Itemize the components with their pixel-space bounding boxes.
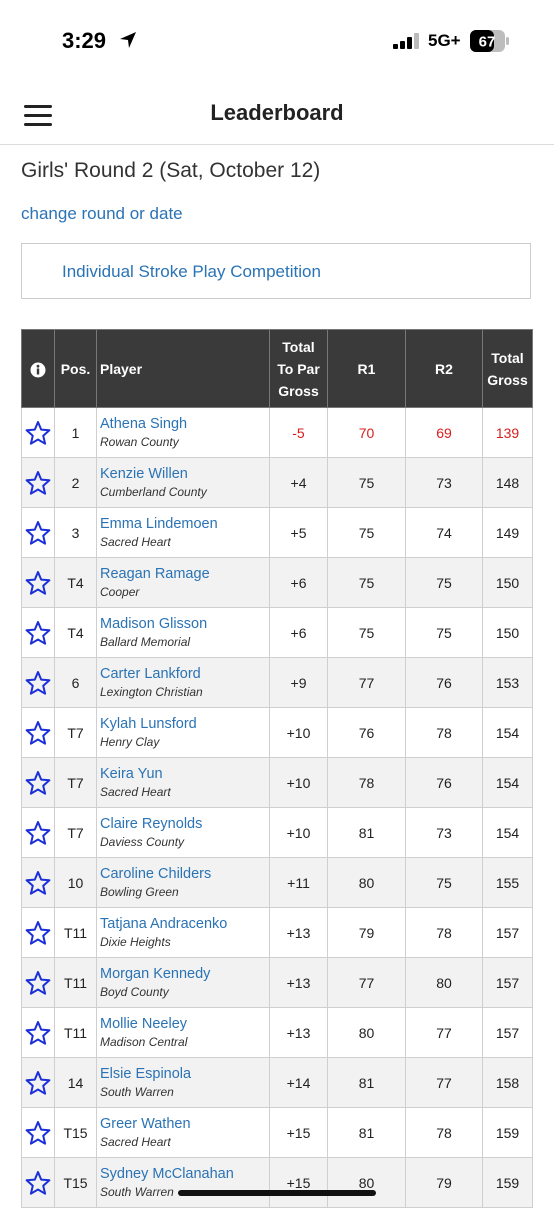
r1-score-cell: 81 (328, 1108, 406, 1158)
player-name-link[interactable]: Reagan Ramage (100, 565, 210, 582)
page-title: Leaderboard (210, 100, 344, 125)
status-time: 3:29 (62, 28, 107, 53)
favorite-star-icon[interactable] (25, 620, 51, 646)
total-gross-cell: 153 (483, 658, 533, 708)
player-cell (97, 858, 270, 908)
player-cell (97, 758, 270, 808)
favorite-cell[interactable] (22, 408, 55, 458)
total-gross-cell: 158 (483, 1058, 533, 1108)
r2-score-cell: 78 (406, 908, 483, 958)
player-name-link[interactable]: Emma Lindemoen (100, 515, 218, 532)
favorite-cell[interactable] (22, 658, 55, 708)
player-name-link[interactable]: Madison Glisson (100, 615, 208, 632)
table-row (22, 758, 533, 808)
position-cell: T4 (55, 558, 97, 608)
r2-score-cell: 77 (406, 1058, 483, 1108)
player-name-link[interactable]: Elsie Espinola (100, 1065, 192, 1082)
to-par-cell: +13 (270, 1008, 328, 1058)
player-school: Boyd County (100, 984, 169, 999)
favorite-cell[interactable] (22, 1158, 55, 1208)
player-cell (97, 1058, 270, 1108)
player-cell (97, 558, 270, 608)
r1-score-cell: 78 (328, 758, 406, 808)
player-name-link[interactable]: Kenzie Willen (100, 465, 188, 482)
player-name-link[interactable]: Caroline Childers (100, 865, 212, 882)
table-row (22, 808, 533, 858)
r2-score-cell: 77 (406, 1008, 483, 1058)
r2-score-cell: 69 (406, 408, 483, 458)
battery-level: 67 (478, 33, 496, 51)
favorite-star-icon[interactable] (25, 470, 51, 496)
player-cell (97, 1158, 270, 1208)
to-par-header-line1: Total (282, 338, 315, 355)
total-gross-cell: 157 (483, 908, 533, 958)
r1-score-cell: 80 (328, 1158, 406, 1208)
player-cell (97, 808, 270, 858)
to-par-cell: +14 (270, 1058, 328, 1108)
total-gross-cell: 149 (483, 508, 533, 558)
r1-score-cell: 75 (328, 608, 406, 658)
to-par-cell: +6 (270, 608, 328, 658)
app-header (0, 86, 554, 145)
r1-score-cell: 77 (328, 658, 406, 708)
favorite-star-icon[interactable] (25, 970, 51, 996)
player-cell (97, 608, 270, 658)
table-row (22, 608, 533, 658)
player-cell (97, 408, 270, 458)
favorite-cell[interactable] (22, 558, 55, 608)
info-icon[interactable] (30, 362, 46, 378)
player-column-header: Player (97, 330, 270, 408)
pos-column-header: Pos. (55, 330, 97, 408)
favorite-cell[interactable] (22, 858, 55, 908)
favorite-cell[interactable] (22, 758, 55, 808)
total-gross-cell: 159 (483, 1158, 533, 1208)
network-type: 5G+ (428, 31, 461, 50)
to-par-cell: +13 (270, 908, 328, 958)
player-school: Sacred Heart (100, 784, 171, 799)
total-gross-cell: 150 (483, 608, 533, 658)
table-row (22, 1058, 533, 1108)
to-par-cell: +6 (270, 558, 328, 608)
favorite-star-icon[interactable] (25, 420, 51, 446)
favorite-star-icon[interactable] (25, 1120, 51, 1146)
info-column-header[interactable] (22, 330, 55, 408)
to-par-column-header (270, 330, 328, 408)
table-row (22, 858, 533, 908)
player-name-link[interactable]: Morgan Kennedy (100, 965, 211, 982)
total-gross-cell: 148 (483, 458, 533, 508)
favorite-cell[interactable] (22, 508, 55, 558)
to-par-cell: -5 (270, 408, 328, 458)
r2-score-cell: 78 (406, 708, 483, 758)
favorite-star-icon[interactable] (25, 570, 51, 596)
location-arrow-icon (118, 30, 138, 50)
r2-column-header: R2 (406, 330, 483, 408)
total-gross-cell: 157 (483, 958, 533, 1008)
player-school: Sacred Heart (100, 534, 171, 549)
to-par-cell: +15 (270, 1108, 328, 1158)
player-school: Dixie Heights (100, 934, 171, 949)
player-name-link[interactable]: Claire Reynolds (100, 815, 203, 832)
r2-score-cell: 75 (406, 558, 483, 608)
total-header-line1: Total (491, 349, 524, 366)
position-cell: T15 (55, 1108, 97, 1158)
to-par-cell: +15 (270, 1158, 328, 1208)
favorite-star-icon[interactable] (25, 1070, 51, 1096)
favorite-star-icon[interactable] (25, 520, 51, 546)
player-school: Bowling Green (100, 884, 179, 899)
position-cell: T11 (55, 958, 97, 1008)
player-school: Rowan County (100, 434, 179, 449)
r2-score-cell: 75 (406, 858, 483, 908)
competition-selector[interactable] (21, 243, 531, 299)
to-par-cell: +10 (270, 758, 328, 808)
r1-score-cell: 79 (328, 908, 406, 958)
total-gross-cell: 159 (483, 1108, 533, 1158)
to-par-cell: +11 (270, 858, 328, 908)
r2-score-cell: 73 (406, 808, 483, 858)
r2-score-cell: 74 (406, 508, 483, 558)
player-school: South Warren (100, 1184, 174, 1199)
total-header-line2: Gross (487, 371, 528, 388)
favorite-star-icon[interactable] (25, 870, 51, 896)
player-cell (97, 658, 270, 708)
favorite-star-icon[interactable] (25, 820, 51, 846)
total-gross-cell: 154 (483, 708, 533, 758)
player-school: Daviess County (100, 834, 185, 849)
to-par-header-line3: Gross (278, 382, 319, 399)
cellular-signal-icon (393, 33, 421, 49)
favorite-star-icon[interactable] (25, 1020, 51, 1046)
r1-score-cell: 70 (328, 408, 406, 458)
player-name-link[interactable]: Keira Yun (100, 765, 163, 782)
r1-score-cell: 80 (328, 1008, 406, 1058)
r2-score-cell: 75 (406, 608, 483, 658)
favorite-cell[interactable] (22, 1108, 55, 1158)
position-cell: T4 (55, 608, 97, 658)
to-par-cell: +4 (270, 458, 328, 508)
r2-score-cell: 80 (406, 958, 483, 1008)
total-gross-cell: 155 (483, 858, 533, 908)
position-cell: T7 (55, 708, 97, 758)
table-row (22, 458, 533, 508)
r2-score-cell: 78 (406, 1108, 483, 1158)
favorite-star-icon[interactable] (25, 1170, 51, 1196)
position-cell: T15 (55, 1158, 97, 1208)
favorite-cell[interactable] (22, 1008, 55, 1058)
r1-score-cell: 75 (328, 558, 406, 608)
player-school: Henry Clay (100, 734, 160, 749)
table-header-row (22, 330, 533, 408)
table-row (22, 1158, 533, 1208)
position-cell: 14 (55, 1058, 97, 1108)
table-row (22, 1008, 533, 1058)
r2-score-cell: 79 (406, 1158, 483, 1208)
favorite-star-icon[interactable] (25, 720, 51, 746)
favorite-star-icon[interactable] (25, 770, 51, 796)
to-par-header-line2: To Par (277, 360, 320, 377)
r1-score-cell: 81 (328, 808, 406, 858)
position-cell: 6 (55, 658, 97, 708)
player-name-link[interactable]: Tatjana Andracenko (100, 915, 228, 932)
player-school: Ballard Memorial (100, 634, 191, 649)
total-gross-cell: 154 (483, 758, 533, 808)
position-cell: T7 (55, 808, 97, 858)
table-row (22, 958, 533, 1008)
player-name-link[interactable]: Carter Lankford (100, 665, 201, 682)
player-cell (97, 508, 270, 558)
r1-column-header: R1 (328, 330, 406, 408)
favorite-cell[interactable] (22, 608, 55, 658)
r1-score-cell: 75 (328, 458, 406, 508)
favorite-cell[interactable] (22, 708, 55, 758)
favorite-cell[interactable] (22, 458, 55, 508)
player-name-link[interactable]: Sydney McClanahan (100, 1165, 234, 1182)
status-bar (0, 0, 554, 80)
table-row (22, 708, 533, 758)
to-par-cell: +10 (270, 808, 328, 858)
position-cell: T11 (55, 908, 97, 958)
position-cell: 3 (55, 508, 97, 558)
to-par-cell: +5 (270, 508, 328, 558)
favorite-cell[interactable] (22, 958, 55, 1008)
player-school: Cooper (100, 584, 140, 599)
favorite-cell[interactable] (22, 808, 55, 858)
player-name-link[interactable]: Kylah Lunsford (100, 715, 197, 732)
table-row (22, 1108, 533, 1158)
position-cell: T7 (55, 758, 97, 808)
total-gross-cell: 139 (483, 408, 533, 458)
favorite-cell[interactable] (22, 1058, 55, 1108)
player-cell (97, 1108, 270, 1158)
r2-score-cell: 76 (406, 758, 483, 808)
leaderboard-table (21, 329, 533, 1208)
r1-score-cell: 80 (328, 858, 406, 908)
change-round-link[interactable]: change round or date (21, 204, 183, 223)
player-name-link[interactable]: Athena Singh (100, 415, 188, 432)
favorite-cell[interactable] (22, 908, 55, 958)
to-par-cell: +13 (270, 958, 328, 1008)
player-name-link[interactable]: Greer Wathen (100, 1115, 191, 1132)
r2-score-cell: 76 (406, 658, 483, 708)
to-par-cell: +10 (270, 708, 328, 758)
player-cell (97, 458, 270, 508)
total-gross-cell: 154 (483, 808, 533, 858)
position-cell: 10 (55, 858, 97, 908)
table-row (22, 658, 533, 708)
player-school: Lexington Christian (100, 684, 203, 699)
table-row (22, 558, 533, 608)
player-school: Madison Central (100, 1034, 188, 1049)
r1-score-cell: 75 (328, 508, 406, 558)
table-row (22, 508, 533, 558)
player-cell (97, 958, 270, 1008)
position-cell: 2 (55, 458, 97, 508)
r1-score-cell: 77 (328, 958, 406, 1008)
r1-score-cell: 81 (328, 1058, 406, 1108)
player-name-link[interactable]: Mollie Neeley (100, 1015, 188, 1032)
player-school: Cumberland County (100, 484, 207, 499)
player-school: South Warren (100, 1084, 174, 1099)
player-cell (97, 908, 270, 958)
player-cell (97, 1008, 270, 1058)
total-gross-cell: 150 (483, 558, 533, 608)
r2-score-cell: 73 (406, 458, 483, 508)
table-row (22, 408, 533, 458)
round-title: Girls' Round 2 (Sat, October 12) (21, 159, 321, 182)
r1-score-cell: 76 (328, 708, 406, 758)
table-row (22, 908, 533, 958)
favorite-star-icon[interactable] (25, 670, 51, 696)
total-gross-cell: 157 (483, 1008, 533, 1058)
player-school: Sacred Heart (100, 1134, 171, 1149)
battery-icon (470, 30, 510, 52)
position-cell: 1 (55, 408, 97, 458)
to-par-cell: +9 (270, 658, 328, 708)
home-indicator (178, 1190, 376, 1196)
favorite-star-icon[interactable] (25, 920, 51, 946)
player-cell (97, 708, 270, 758)
total-column-header (483, 330, 533, 408)
competition-label[interactable]: Individual Stroke Play Competition (62, 262, 321, 281)
position-cell: T11 (55, 1008, 97, 1058)
